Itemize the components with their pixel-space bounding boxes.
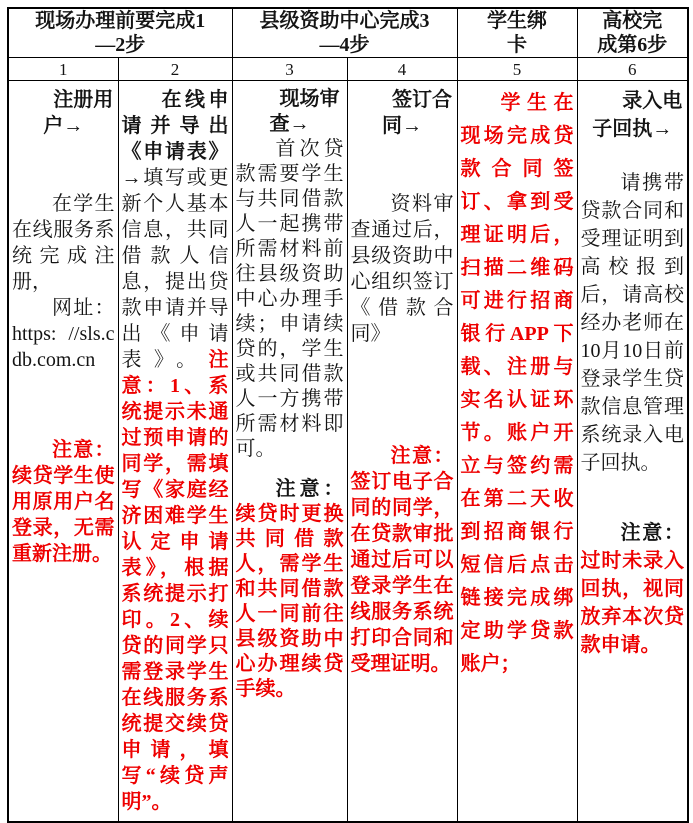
header-group-student-bind-card-label: 学生绑卡 [487, 10, 547, 56]
step1-title: 注册用户→ [43, 89, 114, 137]
step2-online-apply-cell [118, 81, 232, 823]
step-number-6: 6 [577, 58, 688, 81]
header-group-student-bind-card [457, 8, 577, 58]
step6-body: 请携带贷款合同和受理证明到高校报到后，请高校经办老师在10月10日前登录学生贷款信息管理系统录入电子回执。 [580, 172, 684, 474]
header-group-onsite-prep [8, 8, 232, 58]
header-group-county-center [232, 8, 457, 58]
step3-note-label: 注意： [275, 478, 344, 500]
step-number-5: 5 [457, 58, 577, 81]
step3-body: 首次贷款需要学生与共同借款人一起携带所需材料前往县级资助中心办理手续；申请续贷的，学生或共同借款人一方携带所需材料即可。 [235, 138, 344, 460]
step-detail-row [8, 81, 688, 823]
step6-note [581, 519, 685, 659]
step6-title: 录入电子回执→ [592, 90, 683, 140]
step-number-2: 2 [118, 58, 232, 81]
step1-note: 注意：续贷学生使用原用户名登录，无需重新注册。 [12, 439, 115, 565]
step1-body: 在学生在线服务系统完成注册， [12, 193, 115, 293]
step3-note-text: 续贷时更换共同借款人，需学生和共同借款人一同前往县级资助中心办理续贷手续。 [235, 503, 344, 700]
step2-content [122, 87, 229, 815]
step1-website-url: 网址：https: //sls.cdb.com.cn [12, 297, 115, 371]
step6-note-text: 过时未录入回执，视同放弃本次贷款申请。 [580, 550, 684, 656]
step-number-4: 4 [347, 58, 457, 81]
step-number-row [8, 58, 688, 81]
step4-body: 资料审查通过后，县级资助中心组织签订《借款合同》 [350, 193, 454, 345]
step4-title: 签订合同→ [382, 89, 452, 137]
step6-note-label: 注意： [620, 522, 684, 544]
step2-title: 在线申请并导出《申请表》→ [121, 89, 229, 189]
header-group-onsite-prep-label: 现场办理前要完成1—2步 [35, 10, 206, 56]
header-group-university-step6-label: 高校完成第6步 [597, 10, 668, 56]
step3-note [236, 477, 344, 702]
loan-process-table [7, 7, 689, 823]
step-number-1: 1 [8, 58, 118, 81]
header-group-university-step6 [577, 8, 688, 58]
step4-note: 注意：签订电子合同的同学，在贷款审批通过后可以登录学生在线服务系统打印合同和受理证明。 [350, 445, 454, 675]
step5-bind-card-cell [457, 81, 577, 823]
step5-note: 学生在现场完成贷款合同签订、拿到受理证明后，扫描二维码可进行招商银行APP下载、注册与实名认证环节。账户开立与签约需在第二天收到招商银行短信后点击链接完成绑定助学贷款账户； [460, 92, 574, 675]
header-group-county-center-label: 县级资助中心完成3—4步 [259, 10, 430, 56]
step6-receipt-entry-cell [577, 81, 688, 823]
step4-sign-contract-cell [347, 81, 457, 823]
step2-note: 注意：1、系统提示未通过预申请的同学，需填写《家庭经济困难学生认定申请表》，根据系统提示打印。2、续贷的同学只需登录学生在线服务系统提交续贷申请，填写“续贷声明”。 [121, 349, 229, 813]
step2-body: 填写或更新个人基本信息，共同借款人信息，提出贷款申请并导出《申请表》。 [121, 167, 229, 371]
header-group-row [8, 8, 688, 58]
step3-title: 现场审查→ [269, 88, 340, 135]
step-number-3: 3 [232, 58, 347, 81]
step3-onsite-review-cell [232, 81, 347, 823]
step1-register-user-cell [8, 81, 118, 823]
